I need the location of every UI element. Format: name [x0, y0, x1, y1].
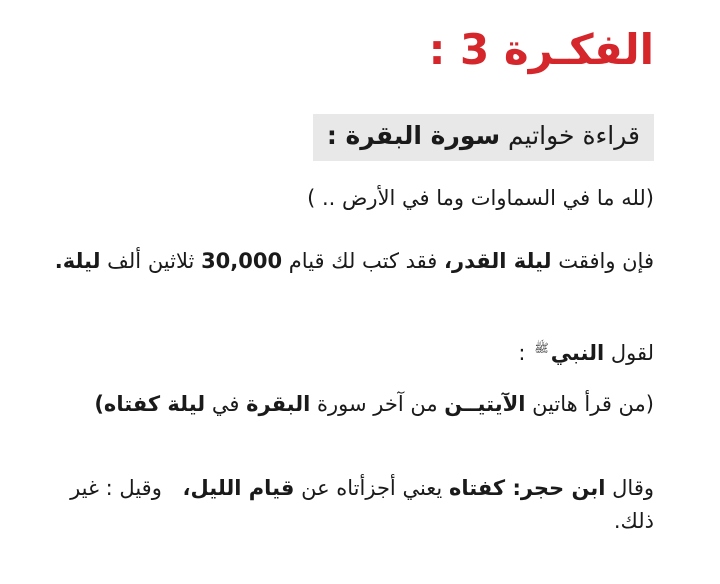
- subtitle-highlight-box: [313, 114, 654, 161]
- subtitle-prefix: قراءة خواتيم: [508, 121, 640, 150]
- para3-bold-1: النبي: [550, 341, 605, 365]
- hadith-paragraph: [40, 388, 654, 421]
- para4-text-2: من آخر سورة: [317, 392, 438, 416]
- para2-text-1: فإن وافقت: [558, 249, 654, 273]
- para5-bold-2: قيام الليل،: [182, 476, 295, 500]
- para2-bold-3: ليلة.: [54, 249, 101, 273]
- subtitle-highlight: سورة البقرة :: [326, 121, 501, 150]
- page-title: الفكـرة 3 :: [428, 25, 654, 74]
- para4-text-3: في: [211, 392, 240, 416]
- para5-text-3: وقيل : غير ذلك.: [70, 476, 654, 533]
- para3-colon: :: [518, 341, 526, 365]
- ibn-hajar-paragraph: [40, 472, 654, 537]
- para5-text-2: يعني أجزأتاه عن: [301, 476, 443, 500]
- para2-text-3: ثلاثين ألف: [107, 249, 195, 273]
- para2-bold-number: 30,000: [201, 249, 283, 273]
- para5-bold-1: ابن حجر: كفتاه: [448, 476, 606, 500]
- para5-text-1: وقال: [612, 476, 654, 500]
- para4-text-1: (من قرأ هاتين: [532, 392, 654, 416]
- honorific-symbol: ﷺ: [534, 341, 549, 355]
- para4-bold-2: البقرة: [246, 392, 311, 416]
- prophet-saying-intro: [40, 337, 654, 370]
- laylat-al-qadr-paragraph: [40, 245, 654, 278]
- para3-text-1: لقول: [610, 341, 654, 365]
- para4-bold-3: ليلة كفتاه): [94, 392, 206, 416]
- para2-text-2: فقد كتب لك قيام: [288, 249, 438, 273]
- verse-text: [40, 182, 654, 215]
- verse-quote: (لله ما في السماوات وما في الأرض .. ): [307, 186, 654, 210]
- para2-bold-1: ليلة القدر،: [444, 249, 552, 273]
- para4-bold-1: الآيتيــن: [444, 392, 526, 416]
